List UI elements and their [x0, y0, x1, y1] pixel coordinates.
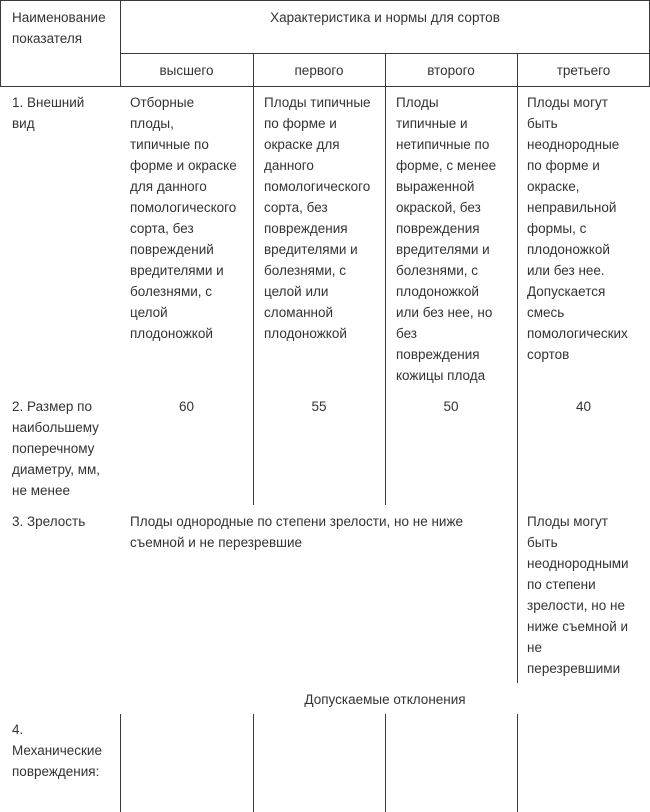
body-divider-3a — [385, 87, 386, 505]
row-appearance-second: Плоды типичные и нетипичные по форме, с менее выраженной окраской, без повреждения вредителями и болезнями, с плодоножкой или без нее, но без повреждения кожицы плода — [396, 95, 497, 383]
grade-header-highest: высшего — [159, 63, 214, 78]
body-divider-4a — [517, 87, 518, 683]
grade-header-third: третьего — [556, 63, 611, 78]
table-border-top — [0, 0, 650, 1]
row-ripeness-third: Плоды могут быть неоднородными по степени зрелости, но не ниже съемной и не перезревшими — [527, 514, 629, 676]
row-size-highest: 60 — [178, 399, 195, 414]
row-size-second: 50 — [443, 399, 459, 414]
grade-header-first: первого — [294, 63, 344, 78]
body-divider-2b — [253, 714, 254, 812]
grade-header-second: второго — [427, 63, 475, 78]
grades-group-header: Характеристика и нормы для сортов — [270, 10, 500, 25]
row-mechanical-name: 4. Механические повреждения: — [12, 722, 102, 779]
row-size-name: 2. Размер по наибольшему поперечному диаметру, мм, не менее — [12, 399, 101, 498]
row-size-third: 40 — [575, 399, 592, 414]
row-appearance-name: 1. Внешний вид — [12, 95, 85, 131]
body-divider-1b — [120, 714, 121, 812]
indicator-header: Наименование показателя — [12, 10, 106, 46]
row-ripeness-name: 3. Зрелость — [12, 514, 86, 529]
row-appearance-first: Плоды типичные по форме и окраске для данного помологического сорта, без повреждения вредителями и болезнями, с целой или сломанной плодоножкой — [264, 95, 371, 341]
row-appearance-third: Плоды могут быть неоднородные по форме и окраске, неправильной формы, с плодоножкой или без нее. Допускается смесь помологических сортов — [527, 95, 628, 362]
row-appearance-highest: Отборные плоды, типичные по форме и окраске для данного помологического сорта, без повреждений вредителями и болезнями, с целой плодоножкой — [130, 95, 237, 341]
deviations-subheader: Допускаемые отклонения — [304, 692, 466, 707]
table-border-left — [0, 0, 1, 87]
row-ripeness-merged-value: Плоды однородные по степени зрелости, но не ниже съемной и не перезревшие — [130, 514, 463, 550]
body-divider-2a — [253, 87, 254, 505]
body-divider-4b — [517, 714, 518, 812]
header-bottom-border — [0, 86, 650, 87]
body-divider-3b — [385, 714, 386, 812]
row-size-first: 55 — [311, 399, 327, 414]
